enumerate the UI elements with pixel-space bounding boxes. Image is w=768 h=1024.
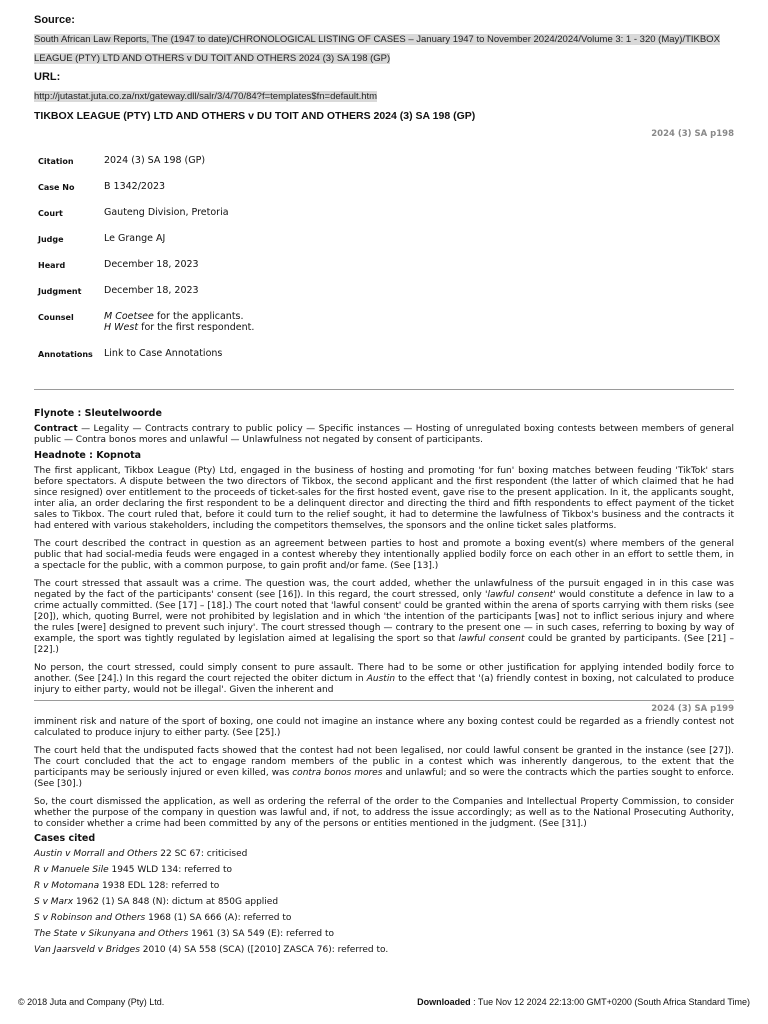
heard-value: December 18, 2023 — [104, 259, 199, 270]
headnote-paragraph-2: The court described the contract in question as an agreement between parties to host and promote a boxing event(s) where members of the general public that had social-media feuds were engaged in a contest whereby they intentionally applied bodily force on each other in an effort to settle them, in a spectacle for the public, with a common purpose, to gain profit and/or fame. (See [13].) — [34, 539, 734, 571]
counsel-value — [104, 308, 254, 345]
flynote-text — [34, 424, 734, 446]
italic-term: contra bonos mores — [292, 768, 383, 778]
metadata-row-judge — [38, 230, 254, 256]
text-run: The court held that the undisputed facts showed that the contest had not been legalised, nor could lawful consent be granted in the instance (see [27]). The court concluded that the act to engage random members of the public in a contest which was inherently dangerous, to the extent that the participants may be seriously injured or even killed, was — [34, 746, 734, 778]
headnote-paragraph-4 — [34, 663, 734, 696]
headnote-paragraph-5: imminent risk and nature of the sport of boxing, one could not imagine an instance where any boxing contest could be regarded as a friendly contest not calculated to produce injury to either party. (See [25].) — [34, 717, 734, 738]
metadata-row-annotations — [38, 345, 254, 371]
case-citation: 1962 (1) SA 848 (N): dictum at 850G applied — [73, 897, 279, 907]
document-page — [34, 14, 734, 961]
case-name: R v Motomana — [34, 881, 100, 891]
source-text: South African Law Reports, The (1947 to date)/CHRONOLOGICAL LISTING OF CASES – January 1947 to November 2024/2024/Volume 3: 1 - 320 (May)/TIKBOX LEAGUE (PTY) LTD AND OTHERS v DU TOIT AND OTHERS 2024 (3) SA 198 (GP) — [34, 34, 720, 64]
case-name: S v Marx — [34, 897, 74, 907]
text-run: ' would constitute a defence in law to a crime actually committed. (See [17] – [18].) The court noted that 'lawful consent' could be granted within the arena of sports carrying with them risks (see [20]), which, quoting Burrel, were not prohibited by legislation and in which 'the intention of the participants [was] not to inflict serious injury and where the rules [were] designed to prevent such injury'. The court stressed though — contrary to the present one — in such cases, referring to boxing by way of example, the sport was tightly regulated by legislation aimed at legalising the sport so that — [34, 590, 734, 644]
source-label: Source: — [34, 14, 75, 26]
flynote-heading: Flynote : Sleutelwoorde — [34, 408, 162, 419]
headnote-paragraph-1: The first applicant, Tikbox League (Pty) Ltd, engaged in the business of hosting and promoting 'for fun' boxing matches between feuding 'TikTok' stars before spectators. A dispute between the two directors of Tikbox, the second applicant and the first respondent (the latter of which claimed that he had since resigned) over entitlement to the proceeds of ticket-sales for the first hosted event, gave rise to the present application. In it, the applicants sought, inter alia, an order declaring the first respondent to be a delinquent director and directing the third and fifth respondents to effect payment of the ticket sales to Tikbox. The court ruled that, before it could turn to the relief sought, it had to determine the lawfulness of Tikbox's business and the contracts it had entered with various stakeholders, including the competitors themselves, the sponsors and the online ticket sales platforms. — [34, 466, 734, 531]
counsel-role-applicants: for the applicants. — [153, 311, 244, 322]
cases-cited-heading: Cases cited — [34, 833, 96, 844]
list-item — [34, 897, 734, 913]
counsel-name-applicants: M Coetsee — [104, 311, 154, 322]
case-name: Austin v Morrall and Others — [34, 849, 158, 859]
case-citation: 1945 WLD 134: referred to — [108, 865, 233, 875]
headnote-paragraph-7: So, the court dismissed the application, as well as ordering the referral of the order to the Companies and Intellectual Property Commission, to consider whether the purpose of the company in question was lawful and, if not, to address the issue accordingly; as well as to the National Prosecuting Authority, to consider whether a crime had been committed by any of the persons or entities mentioned in the judgment. (See [31].) — [34, 797, 734, 829]
text-run: to the effect that '(a) friendly contest in boxing, not calculated to produce injury to either party, would not be illegal'. Given the inherent and — [34, 674, 734, 695]
download-info — [417, 997, 750, 1007]
italic-term: lawful consent — [458, 634, 525, 644]
court-label: Court — [38, 209, 63, 218]
judgment-label: Judgment — [38, 287, 82, 296]
text-run: could be granted by participants. (See [21] – [22].) — [34, 634, 734, 655]
metadata-row-citation — [38, 152, 254, 178]
case-citation: 1938 EDL 128: referred to — [99, 881, 220, 891]
metadata-row-court — [38, 204, 254, 230]
counsel-label: Counsel — [38, 313, 74, 322]
copyright-notice: © 2018 Juta and Company (Pty) Ltd. — [18, 997, 165, 1007]
citation-value: 2024 (3) SA 198 (GP) — [104, 155, 206, 166]
url-link[interactable]: http://jutastat.juta.co.za/nxt/gateway.dll/salr/3/4/70/84?f=templates$fn=default.htm — [34, 91, 378, 102]
flynote-body: — Legality — Contracts contrary to public policy — Specific instances — Hosting of unregulated boxing contests between members of general public — Contra bonos mores and unlawful — Unlawfulness not negated by consent of participants. — [34, 424, 734, 445]
text-run: and unlawful; and so were the contracts which the parties sought to enforce. (See [30].) — [34, 768, 734, 789]
court-value: Gauteng Division, Pretoria — [104, 207, 229, 218]
judge-value: Le Grange AJ — [104, 233, 166, 244]
list-item — [34, 913, 734, 929]
case-name: R v Manuele Sile — [34, 865, 109, 875]
case-citation: 22 SC 67: criticised — [157, 849, 248, 859]
headnote-paragraph-3 — [34, 579, 734, 656]
case-citation: 1968 (1) SA 666 (A): referred to — [145, 913, 292, 923]
text-run: The court stressed that assault was a crime. The question was, the court added, whether the unlawfulness of the pursuit engaged in in this case was negated by the fact of the participants' consent (see [16]). In this regard, the court stressed, only ' — [34, 579, 734, 600]
case-name: S v Robinson and Others — [34, 913, 146, 923]
list-item — [34, 865, 734, 881]
flynote-lead: Contract — [34, 424, 78, 434]
case-metadata-table — [38, 152, 254, 371]
downloaded-timestamp: : Tue Nov 12 2024 22:13:00 GMT+0200 (South Africa Standard Time) — [470, 997, 750, 1007]
judgment-value: December 18, 2023 — [104, 285, 199, 296]
case-citation: 2010 (4) SA 558 (SCA) ([2010] ZASCA 76): referred to. — [139, 945, 389, 955]
cases-cited-list — [34, 849, 734, 961]
annotations-link[interactable]: Link to Case Annotations — [104, 348, 223, 359]
judge-label: Judge — [38, 235, 64, 244]
list-item — [34, 929, 734, 945]
counsel-role-respondent: for the first respondent. — [138, 322, 255, 333]
list-item — [34, 881, 734, 897]
headnote-paragraph-6 — [34, 746, 734, 790]
case-name: The State v Sikunyana and Others — [34, 929, 189, 939]
metadata-row-case-no — [38, 178, 254, 204]
downloaded-label: Downloaded — [417, 997, 471, 1007]
annotations-label: Annotations — [38, 350, 93, 359]
case-citation: 1961 (3) SA 549 (E): referred to — [188, 929, 334, 939]
divider — [34, 389, 734, 390]
citation-label: Citation — [38, 157, 74, 166]
list-item — [34, 849, 734, 865]
list-item — [34, 945, 734, 961]
counsel-name-respondent: H West — [104, 322, 139, 333]
italic-term: lawful consent — [487, 590, 554, 600]
text-run: No person, the court stressed, could simply consent to pure assault. There had to be some or other justification for applying intended bodily force to another. (See [24].) In this regard the court rejected the obiter dictum in — [34, 663, 734, 684]
case-name: Van Jaarsveld v Bridges — [34, 945, 140, 955]
metadata-row-counsel — [38, 308, 254, 345]
page-break-divider — [34, 700, 734, 701]
page-reference: 2024 (3) SA p199 — [651, 704, 734, 714]
case-no-value: B 1342/2023 — [104, 181, 166, 192]
metadata-row-heard — [38, 256, 254, 282]
italic-term: Austin — [366, 674, 396, 684]
metadata-row-judgment — [38, 282, 254, 308]
heard-label: Heard — [38, 261, 66, 270]
case-title: TIKBOX LEAGUE (PTY) LTD AND OTHERS v DU TOIT AND OTHERS 2024 (3) SA 198 (GP) — [34, 110, 476, 122]
url-label: URL: — [34, 71, 61, 83]
case-no-label: Case No — [38, 183, 75, 192]
headnote-heading: Headnote : Kopnota — [34, 450, 142, 461]
page-reference: 2024 (3) SA p198 — [651, 129, 734, 139]
